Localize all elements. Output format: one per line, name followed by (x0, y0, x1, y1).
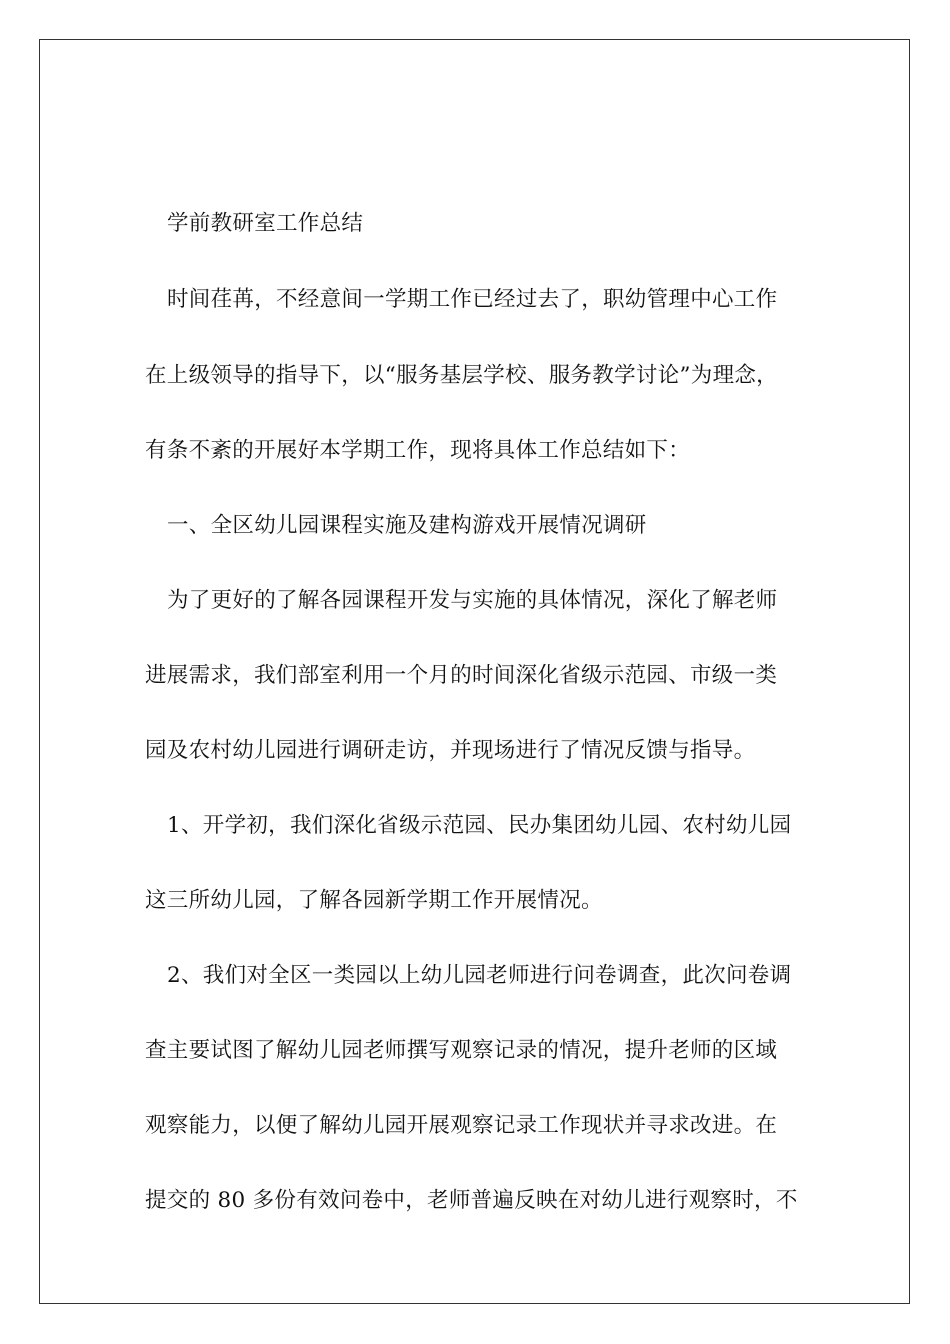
list-item-line: 2、我们对全区一类园以上幼儿园老师进行问卷调查，此次问卷调 (167, 963, 792, 988)
paragraph-line: 进展需求，我们部室利用一个月的时间深化省级示范园、市级一类 (145, 663, 778, 688)
list-item-line: 1、开学初，我们深化省级示范园、民办集团幼儿园、农村幼儿园 (167, 813, 792, 838)
paragraph-line: 为了更好的了解各园课程开发与实施的具体情况，深化了解老师 (167, 588, 778, 613)
list-item-line: 提交的 80 多份有效问卷中，老师普遍反映在对幼儿进行观察时，不 (145, 1188, 798, 1213)
paragraph-line: 有条不紊的开展好本学期工作，现将具体工作总结如下： (145, 438, 691, 463)
paragraph-line: 园及农村幼儿园进行调研走访，并现场进行了情况反馈与指导。 (145, 738, 756, 763)
paragraph-line: 时间荏苒，不经意间一学期工作已经过去了，职幼管理中心工作 (167, 287, 778, 312)
list-item-line: 查主要试图了解幼儿园老师撰写观察记录的情况，提升老师的区域 (145, 1038, 778, 1063)
list-item-line: 这三所幼儿园，了解各园新学期工作开展情况。 (145, 888, 603, 913)
paragraph-line: 在上级领导的指导下，以“服务基层学校、服务教学讨论”为理念， (145, 363, 778, 388)
list-item-line: 观察能力，以便了解幼儿园开展观察记录工作现状并寻求改进。在 (145, 1113, 778, 1138)
document-title: 学前教研室工作总结 (167, 211, 364, 236)
section-heading: 一、全区幼儿园课程实施及建构游戏开展情况调研 (167, 513, 647, 538)
